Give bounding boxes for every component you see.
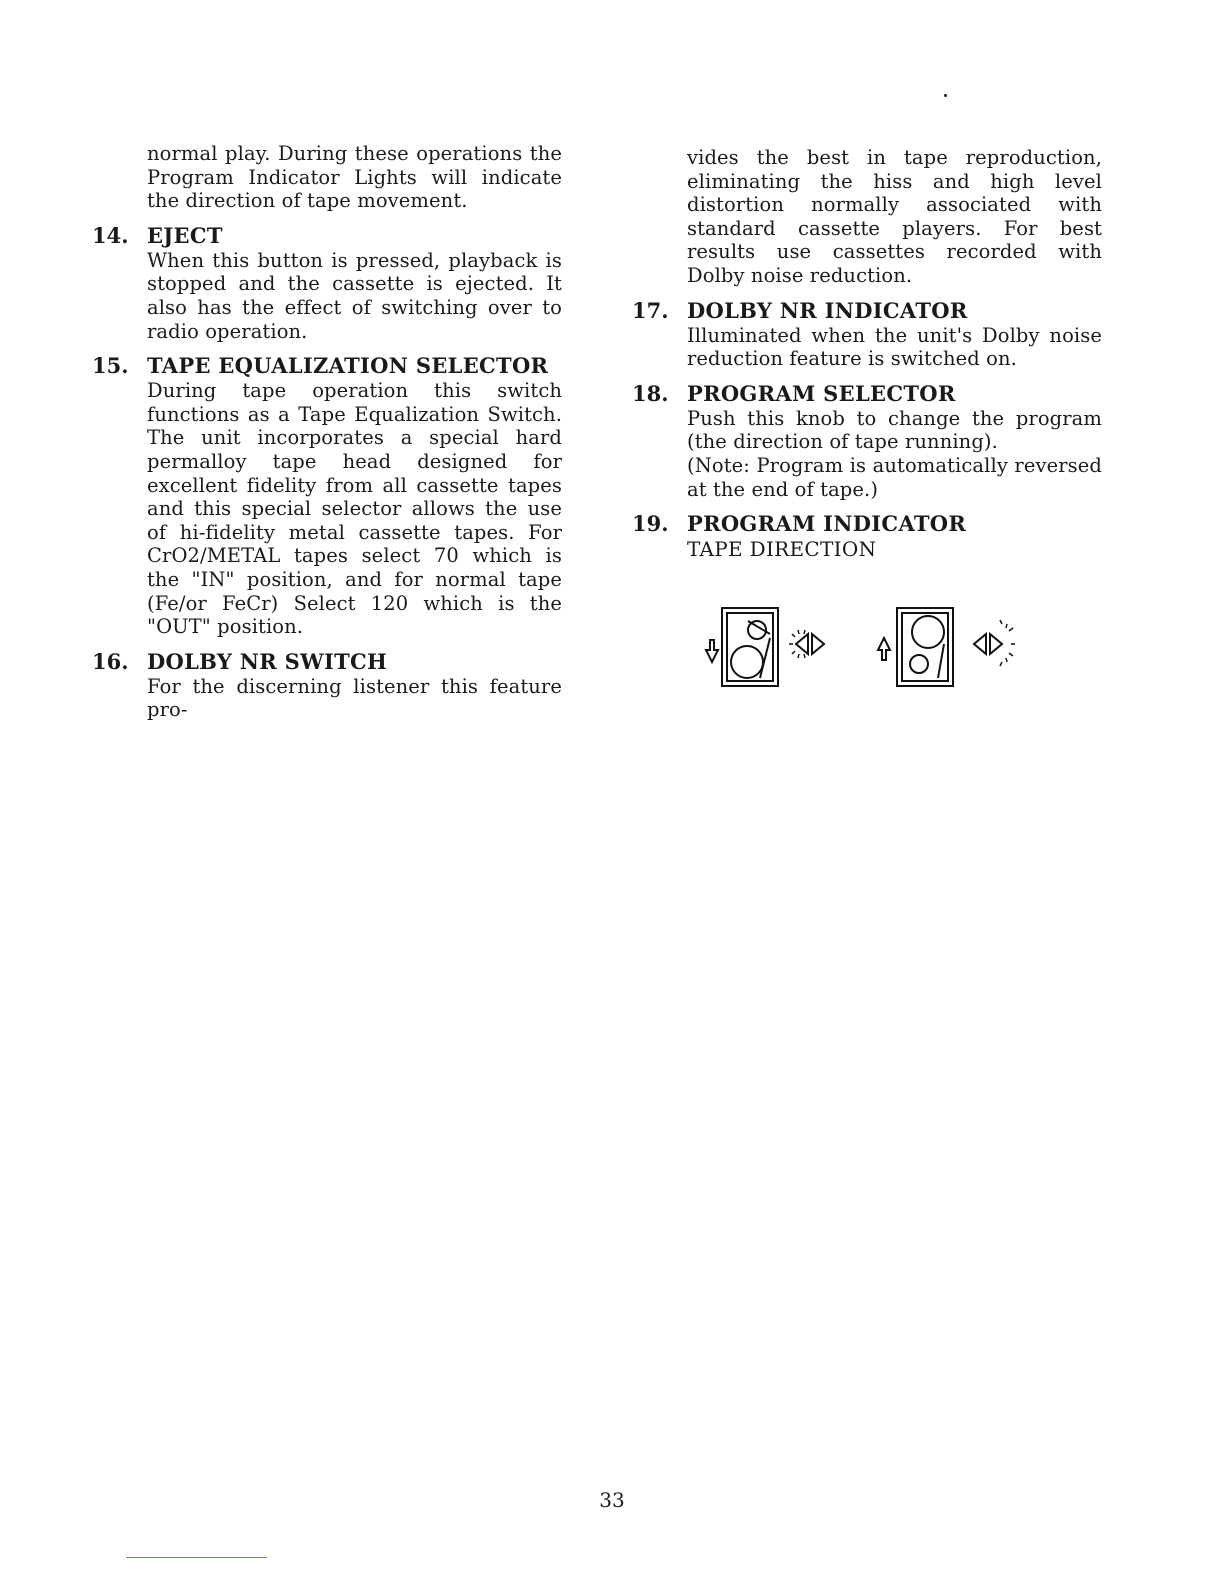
item-note: (Note: Program is automatically reversed at the end of tape.) [687,453,1102,501]
item-title: TAPE EQUALIZATION SELECTOR [147,353,549,379]
item-title: DOLBY NR SWITCH [147,648,388,674]
item-number: 19. [632,511,669,537]
item-title: PROGRAM SELECTOR [687,380,956,406]
item-body: Push this knob to change the program (the direction of tape running). [687,406,1102,454]
left-triangle-icon [974,634,986,654]
right-triangle-icon [990,634,1002,654]
item-body: Illuminated when the unit's Dolby noise reduction feature is switched on. [687,323,1102,371]
left-column [92,142,562,722]
item-title: DOLBY NR INDICATOR [687,297,968,323]
page-number: 33 [599,1488,625,1512]
tape-reel-large-icon [912,616,944,648]
item-number: 14. [92,222,129,248]
tape-direction-diagram [700,604,1030,694]
down-arrow-icon [878,638,890,660]
item-body: When this button is pressed, playback is stopped and the cassette is ejected. It also has the effect of switching over to radio operation. [147,248,562,343]
up-arrow-icon [706,640,718,662]
right-intro-paragraph: vides the best in tape reproduction, eliminating the hiss and high level distortion normally associated with standard cassette players. For best results use cassettes recorded with Dolby noise reduction. [687,146,1102,287]
item-14-eject [92,223,562,343]
item-number: 18. [632,380,669,406]
item-number: 15. [92,353,129,379]
item-16-dolby-nr-switch [92,649,562,722]
item-body: For the discerning listener this feature pro- [147,674,562,722]
left-triangle-icon [796,634,808,654]
forward-direction-indicator [706,608,824,686]
item-body: During tape operation this switch functions as a Tape Equalization Switch. The unit incorporates a special hard permalloy tape head designed for excellent fidelity from all cassette tapes and this special selector allows the use of hi-fidelity metal cassette tapes. For CrO2/METAL tapes select 70 which is the "IN" position, and for normal tape (Fe/or FeCr) Select 120 which is the "OUT" position. [147,379,562,639]
item-title: EJECT [147,222,223,248]
item-subtitle: TAPE DIRECTION [687,537,877,562]
item-18-program-selector [632,381,1102,501]
item-number: 16. [92,648,129,674]
footer-rule [126,1557,267,1558]
reverse-direction-indicator [878,608,1015,686]
tape-reel-large-icon [731,646,763,678]
right-column [632,146,1102,561]
scan-speck [944,94,947,97]
item-19-program-indicator [632,511,1102,561]
item-17-dolby-nr-indicator [632,298,1102,371]
right-triangle-icon [812,634,824,654]
left-intro-paragraph: normal play. During these operations the Program Indicator Lights will indicate the direction of tape movement. [147,142,562,213]
item-title: PROGRAM INDICATOR [687,511,967,537]
tape-reel-small-icon [910,655,928,673]
item-15-tape-equalization-selector [92,353,562,639]
item-number: 17. [632,297,669,323]
